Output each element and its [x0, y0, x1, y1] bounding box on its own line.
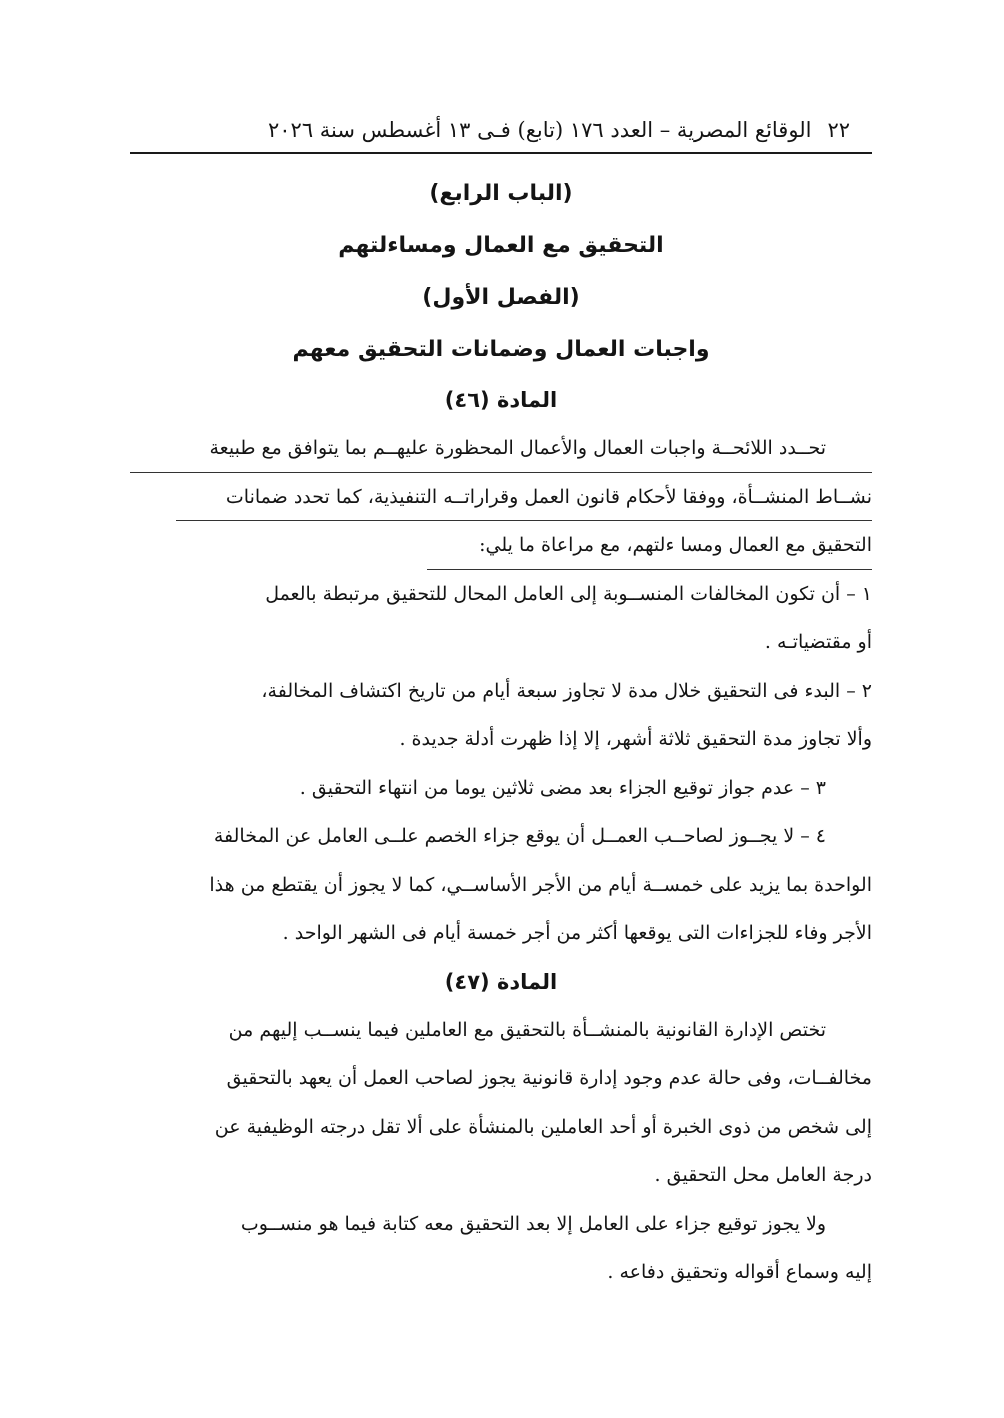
item-line: ٤ – لا يجــوز لصاحــب العمــل أن يوقع جزاء الخصم علــى العامل عن المخالفة [213, 825, 826, 847]
chapter-heading: (الفصل الأول) [422, 285, 580, 310]
article-46-item-2 [130, 667, 872, 764]
article-46-item-4 [130, 812, 872, 958]
article-46 [130, 376, 872, 958]
article-46-intro [130, 424, 872, 570]
paragraph-line: مخالفــات، وفى حالة عدم وجود إدارة قانونية يجوز لصاحب العمل أن يعهد بالتحقيق [226, 1067, 872, 1089]
article-47-paragraph-1 [130, 1006, 872, 1200]
item-line: ١ – أن تكون المخالفات المنســوبة إلى العامل المحال للتحقيق مرتبطة بالعمل [265, 582, 872, 605]
article-47 [130, 958, 872, 1297]
item-line: أو مقتضياتـه . [764, 631, 872, 653]
paragraph-line: ولا يجوز توقيع جزاء على العامل إلا بعد التحقيق معه كتابة فيما هو منســوب [240, 1212, 826, 1235]
item-line: ٢ – البدء فى التحقيق خلال مدة لا تجاوز سبعة أيام من تاريخ اكتشاف المخالفة، [261, 679, 872, 702]
section-headings [130, 168, 872, 376]
publication-line: الوقائع المصرية – العدد ١٧٦ (تابع) فـى ١٣ أغسطس سنة ٢٠٢٦ [267, 118, 812, 142]
article-46-item-1 [130, 570, 872, 667]
paragraph-line: تختص الإدارة القانونية بالمنشــأة بالتحقيق مع العاملين فيما ينســب إليهم من [228, 1018, 826, 1041]
article-46-intro-line: نشــاط المنشــأة، ووفقا لأحكام قانون العمل وقراراتــه التنفيذية، كما تحدد ضمانات [176, 473, 872, 522]
part-heading: (الباب الرابع) [429, 181, 573, 206]
page-number: ٢٢ [827, 118, 850, 142]
article-46-item-3 [130, 764, 872, 813]
article-46-intro-line: التحقيق مع العمال ومسا ءلتهم، مع مراعاة ما يلي: [427, 521, 872, 570]
gazette-page [130, 110, 872, 1297]
paragraph-line: درجة العامل محل التحقيق . [654, 1164, 872, 1186]
item-line: ٣ – عدم جواز توقيع الجزاء بعد مضى ثلاثين يوما من انتهاء التحقيق . [299, 776, 826, 799]
article-47-title: المادة (٤٧) [444, 969, 558, 994]
article-46-title: المادة (٤٦) [444, 388, 558, 412]
chapter-title: واجبات العمال وضمانات التحقيق معهم [292, 337, 710, 362]
paragraph-line: إليه وسماع أقواله وتحقيق دفاعه . [607, 1261, 872, 1283]
part-title: التحقيق مع العمال ومساءلتهم [338, 233, 664, 258]
item-line: وألا تجاوز مدة التحقيق ثلاثة أشهر، إلا إذا ظهرت أدلة جديدة . [399, 728, 872, 750]
article-47-paragraph-2 [130, 1200, 872, 1297]
article-46-intro-line: تحــدد اللائحــة واجبات العمال والأعمال المحظورة عليهــم بما يتوافق مع طبيعة [130, 424, 872, 473]
paragraph-line: إلى شخص من ذوى الخبرة أو أحد العاملين بالمنشأة على ألا تقل درجته الوظيفية عن [214, 1115, 872, 1138]
item-line: الواحدة بما يزيد على خمســة أيام من الأجر الأساســي، كما لا يجوز أن يقتطع من هذا [209, 873, 872, 896]
item-line: الأجر وفاء للجزاءات التى يوقعها أكثر من أجر خمسة أيام فى الشهر الواحد . [282, 922, 872, 944]
running-header [130, 110, 872, 154]
